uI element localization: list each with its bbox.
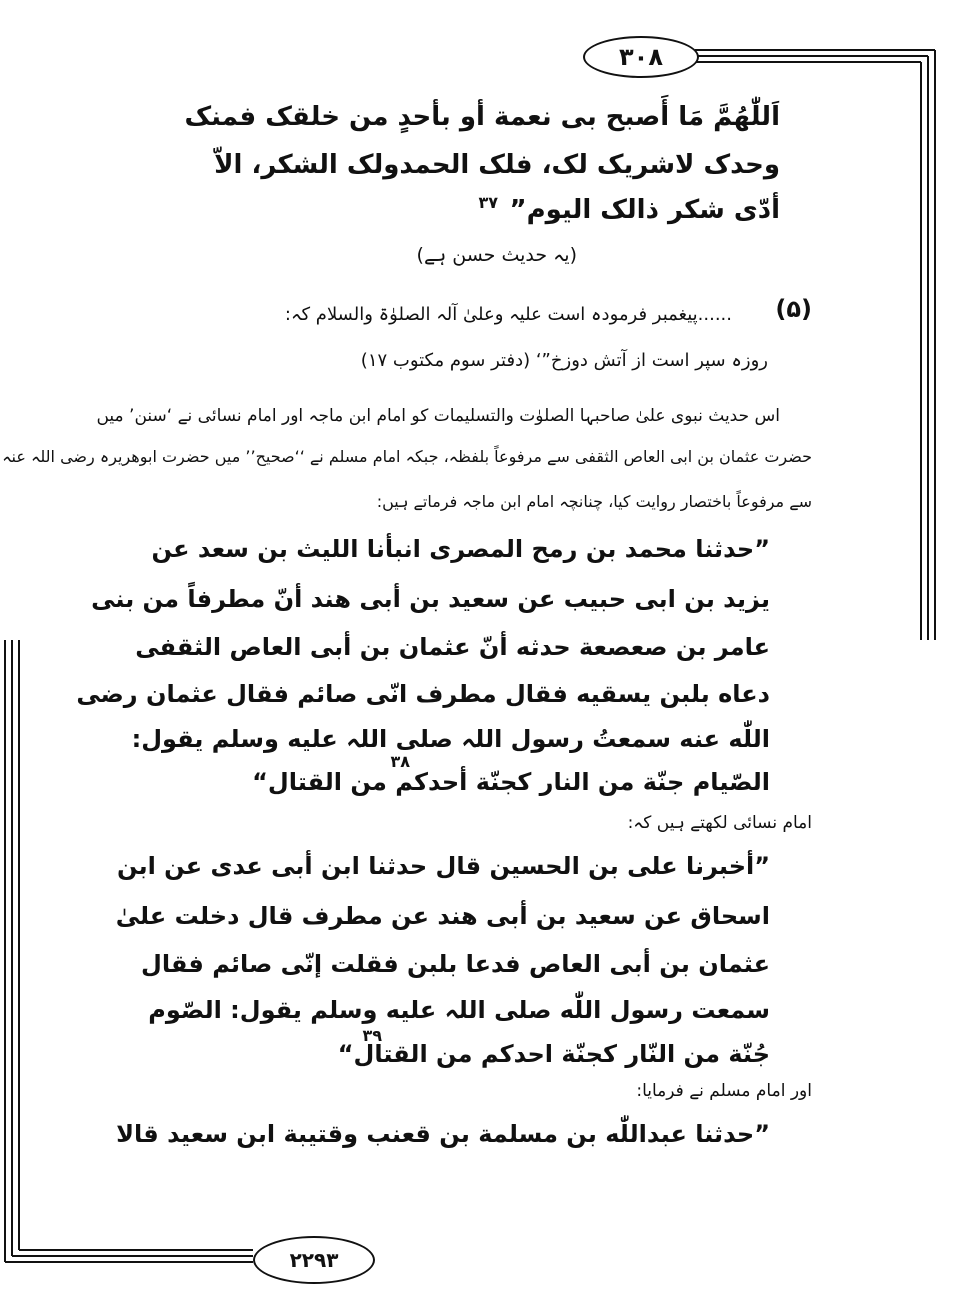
hadith2-line-3: عثمان بن أبی العاص فدعا بلبن فقلت إنّی صائم فقال [141, 950, 770, 978]
dua-line-2: وحدک لاشریک لک، فلک الحمدولک الشکر، الاّ [214, 150, 780, 180]
page-number-bottom: ۲۲۹۳ [253, 1236, 375, 1284]
hadith2-line-4: سمعت رسول اللّٰه صلی اللہ علیه وسلم یقول: الصّوم [148, 996, 770, 1024]
dua-line-1: اَللّٰھُمَّ مَا أَصبح بی نعمة أو بأحدٍ من خلقک فمنک [184, 102, 780, 132]
footnote-ref-38: ۳۸ [390, 752, 410, 771]
hadith2-line-5: جُنّة من النّار کجنّة احدکم من القتال“ [337, 1040, 770, 1068]
section-number: (۵) [775, 295, 812, 323]
hadith-grade: (یہ حدیث حسن ہے) [416, 244, 577, 266]
muslim-intro: اور امام مسلم نے فرمایا: [636, 1081, 812, 1101]
hadith2-line-2: اسحاق عن سعید بن أبی ھند عن مطرف قال دخلت علیٰ [115, 902, 770, 930]
page-number-top: ۳۰۸ [583, 36, 699, 78]
section-intro: ......پیغمبر فرمودہ است علیہ وعلیٰ آلہ الصلوٰۃ والسلام کہ: [284, 304, 732, 325]
footnote-ref-39: ۳۹ [362, 1026, 382, 1045]
urdu-para-line-2: حضرت عثمان بن ابی العاص الثقفی سے مرفوعاً بلفظہ، جبکہ امام مسلم نے ‘‘صحیح’’ میں حضرت ابوھریرہ رضی اللہ عنہ [2, 447, 812, 466]
hadith1-line-6: الصّیام جنّة من النار کجنّة أحدکم من القتال“ [252, 768, 770, 796]
hadith1-line-3: عامر بن صعصعة حدثه أنّ عثمان بن أبی العاص الثقفی [135, 633, 770, 661]
hadith1-line-5: اللّٰه عنه سمعتُ رسول اللہ صلی اللہ علیه وسلم یقول: [131, 725, 770, 753]
hadith1-line-4: دعاه بلبن یسقیه فقال مطرف انّی صائم فقال عثمان رضی [76, 680, 770, 708]
hadith2-line-1: ”أخبرنا علی بن الحسین قال حدثنا ابن أبی عدی عن ابن [116, 852, 770, 880]
hadith3-line-1: ”حدثنا عبداللّٰه بن مسلمة بن قعنب وقتیبة ابن سعید قالا [116, 1120, 770, 1148]
hadith1-line-1: ”حدثنا محمد بن رمح المصری انبأنا اللیث بن سعد عن [151, 535, 770, 563]
footnote-ref-37: ۳۷ [478, 193, 498, 212]
dua-line-3: أدّی شکر ذالک الیوم” [509, 195, 780, 225]
persian-quote: روزہ سپر است از آتش دوزخ”‘ (دفتر سوم مکتوب ۱۷) [360, 350, 768, 371]
hadith1-line-2: یزید بن ابی حبیب عن سعید بن أبی ھند أنّ مطرفاً من بنی [91, 585, 770, 613]
nasai-intro: امام نسائی لکھتے ہیں کہ: [627, 813, 812, 833]
urdu-para-line-1: اس حدیث نبوی علیٰ صاحبہا الصلوٰت والتسلیمات کو امام ابن ماجہ اور امام نسائی نے ‘سنن’ میں [96, 406, 780, 426]
urdu-para-line-3: سے مرفوعاً باختصار روایت کیا، چنانچہ امام ابن ماجہ فرماتے ہیں: [376, 492, 812, 511]
